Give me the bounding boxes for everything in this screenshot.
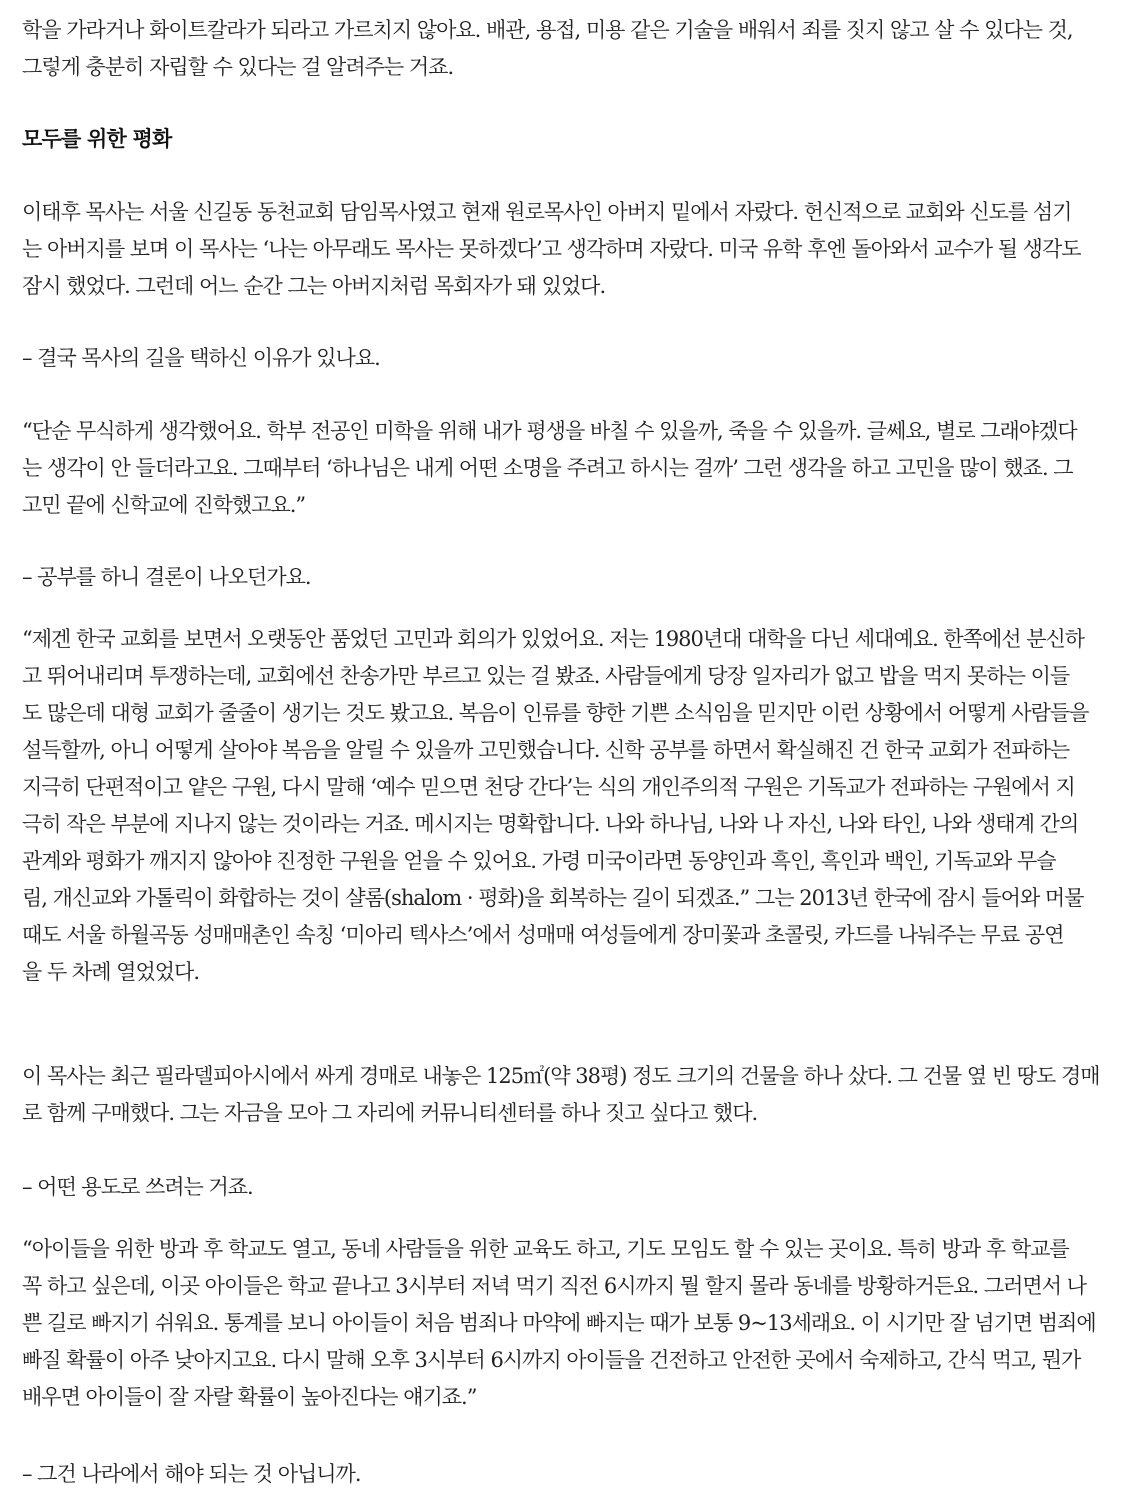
text-line: “아이들을 위한 방과 후 학교도 열고, 동네 사람들을 위한 교육도 하고, 기도 모임도 할 수 있는 곳이요. 특히 방과 후 학교를 (22, 1237, 1069, 1261)
interview-question: – 결국 목사의 길을 택하신 이유가 있나요. (22, 346, 380, 370)
interview-question: – 어떤 용도로 쓰려는 거죠. (22, 1175, 253, 1199)
text-line: 을 두 차례 열었었다. (22, 960, 199, 984)
text-line: 학을 가라거나 화이트칼라가 되라고 가르치지 않아요. 배관, 용접, 미용 같은 기술을 배워서 죄를 짓지 않고 살 수 있다는 것, (22, 18, 1073, 42)
text-line: 고민 끝에 신학교에 진학했고요.” (22, 493, 306, 517)
text-line: 잠시 했었다. 그런데 어느 순간 그는 아버지처럼 목회자가 돼 있었다. (22, 274, 606, 298)
text-line: 빠질 확률이 아주 낮아지고요. 다시 말해 오후 3시부터 6시까지 아이들을 건전하고 안전한 곳에서 숙제하고, 간식 먹고, 뭔가 (22, 1348, 1081, 1372)
text-line: 관계와 평화가 깨지지 않아야 진정한 구원을 얻을 수 있어요. 가령 미국이라면 동양인과 흑인, 흑인과 백인, 기독교와 무슬 (22, 849, 1056, 873)
text-line: 도 많은데 대형 교회가 줄줄이 생기는 것도 봤고요. 복음이 인류를 향한 기쁜 소식임을 믿지만 이런 상황에서 어떻게 사람들을 (22, 701, 1089, 725)
text-line: 꼭 하고 싶은데, 이곳 아이들은 학교 끝나고 3시부터 저녁 먹기 직전 6시까지 뭘 할지 몰라 동네를 방황하거든요. 그러면서 나 (22, 1274, 1086, 1298)
text-line: 지극히 단편적이고 얕은 구원, 다시 말해 ‘예수 믿으면 천당 간다’는 식의 개인주의적 구원은 기독교가 전파하는 구원에서 지 (22, 775, 1075, 799)
intro-paragraph (22, 12, 1118, 86)
bio-paragraph (22, 194, 1118, 305)
text-line: 그렇게 충분히 자립할 수 있다는 걸 알려주는 거죠. (22, 55, 454, 79)
interview-answer (22, 621, 1118, 991)
interview-question: – 그건 나라에서 해야 되는 것 아닙니까. (22, 1462, 361, 1486)
section-heading: 모두를 위한 평화 (22, 127, 172, 151)
building-paragraph (22, 1058, 1118, 1132)
interview-question: – 공부를 하니 결론이 나오던가요. (22, 565, 311, 589)
text-line: 쁜 길로 빠지기 쉬워요. 통계를 보니 아이들이 처음 범죄나 마약에 빠지는 때가 보통 9~13세래요. 이 시기만 잘 넘기면 범죄에 (22, 1311, 1096, 1335)
interview-answer (22, 1231, 1118, 1416)
text-line: 때도 서울 하월곡동 성매매촌인 속칭 ‘미아리 텍사스’에서 성매매 여성들에게 장미꽃과 초콜릿, 카드를 나눠주는 무료 공연 (22, 923, 1064, 947)
text-line: 설득할까, 아니 어떻게 살아야 복음을 알릴 수 있을까 고민했습니다. 신학 공부를 하면서 확실해진 건 한국 교회가 전파하는 (22, 738, 1070, 762)
text-line: 이 목사는 최근 필라델피아시에서 싸게 경매로 내놓은 125㎡(약 38평) 정도 크기의 건물을 하나 샀다. 그 건물 옆 빈 땅도 경매 (22, 1064, 1100, 1088)
text-line: 림, 개신교와 가톨릭이 화합하는 것이 샬롬(shalom · 평화)을 회복하는 길이 되겠죠.” 그는 2013년 한국에 잠시 들어와 머물 (22, 886, 1084, 910)
text-line: 이태후 목사는 서울 신길동 동천교회 담임목사였고 현재 원로목사인 아버지 밑에서 자랐다. 헌신적으로 교회와 신도를 섬기 (22, 200, 1072, 224)
text-line: “제겐 한국 교회를 보면서 오랫동안 품었던 고민과 회의가 있었어요. 저는 1980년대 대학을 다닌 세대예요. 한쪽에선 분신하 (22, 627, 1085, 651)
text-line: 는 생각이 안 들더라고요. 그때부터 ‘하나님은 내게 어떤 소명을 주려고 하시는 걸까’ 그런 생각을 하고 고민을 많이 했죠. 그 (22, 456, 1073, 480)
text-line: 고 뛰어내리며 투쟁하는데, 교회에선 찬송가만 부르고 있는 걸 봤죠. 사람들에게 당장 일자리가 없고 밥을 먹지 못하는 이들 (22, 664, 1070, 688)
text-line: 배우면 아이들이 잘 자랄 확률이 높아진다는 얘기죠.” (22, 1385, 477, 1409)
text-line: “단순 무식하게 생각했어요. 학부 전공인 미학을 위해 내가 평생을 바칠 수 있을까, 죽을 수 있을까. 글쎄요, 별로 그래야겠다 (22, 419, 1077, 443)
interview-answer (22, 413, 1118, 524)
text-line: 극히 작은 부분에 지나지 않는 것이라는 거죠. 메시지는 명확합니다. 나와 하나님, 나와 나 자신, 나와 타인, 나와 생태계 간의 (22, 812, 1079, 836)
text-line: 는 아버지를 보며 이 목사는 ‘나는 아무래도 목사는 못하겠다’고 생각하며 자랐다. 미국 유학 후엔 돌아와서 교수가 될 생각도 (22, 237, 1081, 261)
text-line: 로 함께 구매했다. 그는 자금을 모아 그 자리에 커뮤니티센터를 하나 짓고 싶다고 했다. (22, 1101, 758, 1125)
